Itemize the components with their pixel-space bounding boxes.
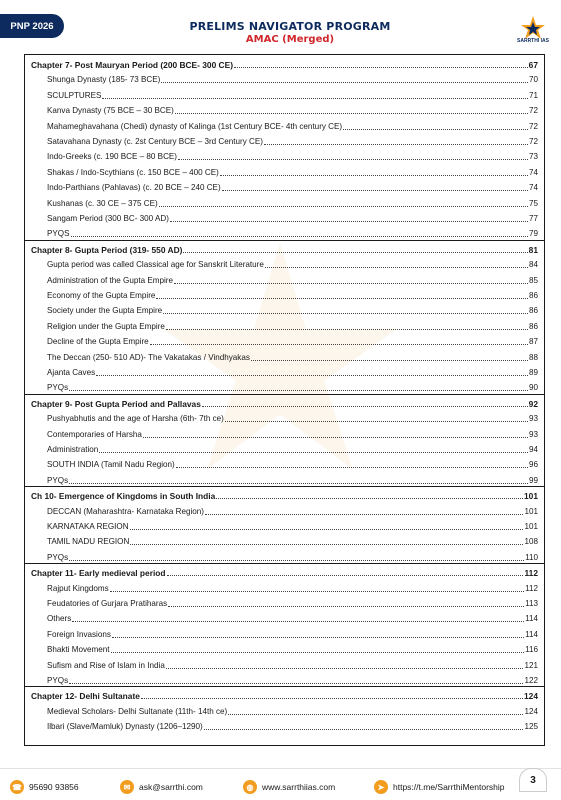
toc-entry-title: Decline of the Gupta Empire xyxy=(47,337,149,347)
toc-section-row[interactable] xyxy=(25,178,544,193)
toc-chapter-row[interactable] xyxy=(25,55,544,70)
toc-section-row[interactable] xyxy=(25,671,544,686)
toc-page-number: 89 xyxy=(528,368,538,377)
toc-page-number: 67 xyxy=(528,60,538,70)
toc-section-row[interactable] xyxy=(25,117,544,132)
toc-section-row[interactable] xyxy=(25,286,544,301)
toc-page-number: 93 xyxy=(528,429,538,439)
toc-page-number: 72 xyxy=(528,121,538,131)
toc-entry-title: The Deccan (250- 510 AD)- The Vakatakas / Vindhyakas xyxy=(47,352,250,362)
program-badge: PNP 2026 xyxy=(0,14,64,38)
toc-section-row[interactable] xyxy=(25,163,544,178)
toc-entry-title: Shunga Dynasty (185- 73 BCE) xyxy=(47,75,161,85)
program-title: PRELIMS NAVIGATOR PROGRAM xyxy=(189,20,391,33)
email-icon: ✉ xyxy=(120,780,134,794)
toc-chapter-row[interactable] xyxy=(25,394,544,409)
toc-page-number: 108 xyxy=(524,537,538,547)
toc-leader-dots xyxy=(204,729,524,730)
toc-page-number: 122 xyxy=(524,676,538,685)
toc-page-number: 90 xyxy=(528,383,538,393)
toc-entry-title: Sangam Period (300 BC- 300 AD) xyxy=(47,214,169,223)
toc-entry-title: Chapter 11- Early medieval period xyxy=(31,568,166,579)
toc-entry-title: Mahameghavahana (Chedi) dynasty of Kalinga (1st Century BCE- 4th century CE) xyxy=(47,121,343,131)
toc-page-number: 114 xyxy=(525,614,538,624)
telegram-icon: ➤ xyxy=(374,780,388,794)
toc-entry-title: Contemporaries of Harsha xyxy=(47,429,142,439)
email-address[interactable]: ask@sarrthi.com xyxy=(139,782,203,792)
toc-leader-dots xyxy=(99,452,528,453)
toc-entry-title: Kanva Dynasty (75 BCE – 30 BCE) xyxy=(47,106,174,116)
phone-number: 95690 93856 xyxy=(29,782,79,792)
toc-entry-title: Pushyabhutis and the age of Harsha (6th- 7th ce) xyxy=(47,414,224,424)
toc-leader-dots xyxy=(175,113,528,114)
toc-entry-title: Chapter 9- Post Gupta Period and Pallavas xyxy=(31,398,201,409)
toc-chapter-row[interactable] xyxy=(25,486,544,501)
toc-entry-title: Foreign Invasions xyxy=(47,629,111,639)
toc-entry-title: Shakas / Indo-Scythians (c. 150 BCE – 400 CE) xyxy=(47,167,219,177)
toc-leader-dots xyxy=(178,159,528,160)
page-number: 3 xyxy=(519,768,547,792)
toc-page-number: 88 xyxy=(528,352,538,362)
toc-page-number: 86 xyxy=(528,321,538,331)
toc-entry-title: Bhakti Movement xyxy=(47,645,110,655)
toc-entry-title: Indo-Greeks (c. 190 BCE – 80 BCE) xyxy=(47,152,178,162)
toc-section-row[interactable] xyxy=(25,409,544,424)
toc-page-number: 96 xyxy=(528,460,538,470)
toc-page-number: 77 xyxy=(528,214,538,223)
toc-page-number: 114 xyxy=(525,629,538,639)
toc-section-row[interactable] xyxy=(25,101,544,116)
toc-page-number: 81 xyxy=(528,244,538,255)
toc-entry-title: Chapter 7- Post Mauryan Period (200 BCE- 300 CE) xyxy=(31,60,233,70)
toc-section-row[interactable] xyxy=(25,271,544,286)
toc-section-row[interactable] xyxy=(25,625,544,640)
toc-chapter-row[interactable] xyxy=(25,686,544,701)
toc-page-number: 85 xyxy=(528,275,538,285)
toc-section-row[interactable] xyxy=(25,86,544,101)
toc-entry-title: Society under the Gupta Empire xyxy=(47,306,163,316)
toc-page-number: 73 xyxy=(528,152,538,162)
toc-leader-dots xyxy=(130,529,524,530)
toc-leader-dots xyxy=(110,591,524,592)
toc-page-number: 86 xyxy=(528,291,538,300)
globe-icon: ◍ xyxy=(243,780,257,794)
toc-section-row[interactable] xyxy=(25,640,544,655)
toc-section-row[interactable] xyxy=(25,363,544,378)
toc-page-number: 124 xyxy=(524,691,538,702)
toc-entry-title: Ilbari (Slave/Mamluk) Dynasty (1206–1290) xyxy=(47,722,203,732)
toc-leader-dots xyxy=(234,67,528,68)
toc-page-number: 86 xyxy=(528,306,538,316)
toc-section-row[interactable] xyxy=(25,348,544,363)
toc-section-row[interactable] xyxy=(25,255,544,270)
website-link[interactable]: www.sarrthiias.com xyxy=(262,782,336,792)
toc-page-number: 110 xyxy=(525,552,538,562)
phone-icon: ☎ xyxy=(10,780,24,794)
toc-section-row[interactable] xyxy=(25,717,544,732)
toc-entry-title: Economy of the Gupta Empire xyxy=(47,291,156,300)
toc-section-row[interactable] xyxy=(25,502,544,517)
toc-page-number: 70 xyxy=(528,75,538,85)
footer-phone xyxy=(10,780,79,794)
toc-entry-title: Administration of the Gupta Empire xyxy=(47,275,173,285)
toc-page-number: 74 xyxy=(528,167,538,177)
footer-telegram[interactable] xyxy=(374,780,505,794)
toc-leader-dots xyxy=(72,621,524,622)
toc-section-row[interactable] xyxy=(25,425,544,440)
toc-section-row[interactable] xyxy=(25,471,544,486)
toc-leader-dots xyxy=(225,421,528,422)
toc-leader-dots xyxy=(170,221,528,222)
toc-leader-dots xyxy=(183,252,527,253)
toc-page-number: 84 xyxy=(528,260,538,270)
footer-email[interactable] xyxy=(120,780,203,794)
toc-section-row[interactable] xyxy=(25,548,544,563)
toc-leader-dots xyxy=(222,190,528,191)
toc-leader-dots xyxy=(167,575,524,576)
toc-page-number: 72 xyxy=(528,106,538,116)
toc-entry-title: Religion under the Gupta Empire xyxy=(47,321,165,331)
footer-website[interactable] xyxy=(243,780,335,794)
toc-entry-title: Chapter 12- Delhi Sultanate xyxy=(31,691,140,702)
toc-entry-title: Medieval Scholars- Delhi Sultanate (11th- 14th ce) xyxy=(47,706,228,716)
toc-leader-dots xyxy=(251,360,528,361)
toc-page-number: 93 xyxy=(528,414,538,424)
program-subtitle: AMAC (Merged) xyxy=(245,34,335,45)
toc-leader-dots xyxy=(265,267,528,268)
toc-section-row[interactable] xyxy=(25,147,544,162)
toc-entry-title: Kushanas (c. 30 CE – 375 CE) xyxy=(47,198,158,208)
toc-page-number: 72 xyxy=(528,137,538,146)
toc-leader-dots xyxy=(228,714,523,715)
toc-page-number: 101 xyxy=(524,491,538,502)
toc-section-row[interactable] xyxy=(25,532,544,547)
toc-leader-dots xyxy=(205,514,523,515)
toc-leader-dots xyxy=(166,329,528,330)
toc-entry-title: Feudatories of Gurjara Pratiharas xyxy=(47,599,168,608)
toc-page-number: 79 xyxy=(528,229,538,239)
toc-page-number: 125 xyxy=(524,722,538,732)
toc-entry-title: SOUTH INDIA (Tamil Nadu Region) xyxy=(47,460,175,470)
toc-page-number: 116 xyxy=(525,645,538,655)
toc-section-row[interactable] xyxy=(25,317,544,332)
toc-page-number: 74 xyxy=(528,183,538,193)
toc-section-row[interactable] xyxy=(25,609,544,624)
toc-leader-dots xyxy=(143,437,528,438)
toc-chapter-row[interactable] xyxy=(25,563,544,578)
toc-page-number: 101 xyxy=(524,506,538,516)
toc-leader-dots xyxy=(112,637,524,638)
toc-leader-dots xyxy=(163,313,528,314)
toc-section-row[interactable] xyxy=(25,594,544,609)
toc-entry-title: Satavahana Dynasty (c. 2st Century BCE – 3rd Century CE) xyxy=(47,137,263,146)
toc-section-row[interactable] xyxy=(25,224,544,239)
toc-leader-dots xyxy=(102,98,528,99)
toc-entry-title: TAMIL NADU REGION xyxy=(47,537,130,547)
toc-chapter-row[interactable] xyxy=(25,240,544,255)
toc-leader-dots xyxy=(141,698,523,699)
toc-leader-dots xyxy=(202,406,528,407)
toc-section-row[interactable] xyxy=(25,517,544,532)
toc-entry-title: Others xyxy=(47,614,72,624)
toc-section-row[interactable] xyxy=(25,440,544,455)
toc-section-row[interactable] xyxy=(25,656,544,671)
page-header xyxy=(150,20,430,45)
toc-leader-dots xyxy=(69,483,528,484)
toc-leader-dots xyxy=(111,652,525,653)
toc-page-number: 94 xyxy=(528,445,538,454)
toc-leader-dots xyxy=(69,560,524,561)
toc-leader-dots xyxy=(96,375,528,376)
toc-leader-dots xyxy=(220,175,528,176)
toc-section-row[interactable] xyxy=(25,194,544,209)
toc-leader-dots xyxy=(264,144,528,145)
toc-page-number: 92 xyxy=(528,398,538,409)
toc-leader-dots xyxy=(161,82,528,83)
toc-entry-title: Chapter 8- Gupta Period (319- 550 AD) xyxy=(31,244,183,255)
footer-divider xyxy=(0,768,561,769)
toc-section-row[interactable] xyxy=(25,209,544,224)
toc-leader-dots xyxy=(130,544,523,545)
toc-entry-title: PYQs xyxy=(47,552,69,562)
toc-leader-dots xyxy=(71,236,528,237)
toc-section-row[interactable] xyxy=(25,301,544,316)
toc-entry-title: PYQs xyxy=(47,676,69,685)
toc-entry-title: Indo-Parthians (Pahlavas) (c. 20 BCE – 240 CE) xyxy=(47,183,221,193)
toc-section-row[interactable] xyxy=(25,332,544,347)
toc-leader-dots xyxy=(168,606,524,607)
toc-page-number: 99 xyxy=(528,475,538,485)
toc-section-row[interactable] xyxy=(25,455,544,470)
toc-section-row[interactable] xyxy=(25,132,544,147)
toc-entry-title: Administration xyxy=(47,445,99,454)
toc-leader-dots xyxy=(343,129,528,130)
logo-text: SARRTHI IAS xyxy=(517,38,549,44)
toc-page-number: 71 xyxy=(528,90,538,100)
toc-leader-dots xyxy=(176,467,528,468)
toc-leader-dots xyxy=(216,498,523,499)
toc-entry-title: Ajanta Caves xyxy=(47,368,96,377)
toc-leader-dots xyxy=(174,283,528,284)
toc-leader-dots xyxy=(159,206,528,207)
telegram-link[interactable]: https://t.me/SarrthiMentorship xyxy=(393,782,505,792)
toc-entry-title: Sufism and Rise of Islam in India xyxy=(47,660,165,670)
toc-leader-dots xyxy=(166,668,524,669)
toc-section-row[interactable] xyxy=(25,579,544,594)
toc-entry-title: PYQs xyxy=(47,383,69,393)
toc-entry-title: Gupta period was called Classical age for Sanskrit Literature xyxy=(47,260,264,270)
table-of-contents xyxy=(24,54,545,746)
toc-entry-title: Rajput Kingdoms xyxy=(47,583,109,593)
toc-page-number: 112 xyxy=(524,568,538,579)
toc-entry-title: PYQs xyxy=(47,475,69,485)
toc-leader-dots xyxy=(150,344,528,345)
toc-page-number: 121 xyxy=(524,660,538,670)
toc-leader-dots xyxy=(156,298,528,299)
toc-page-number: 112 xyxy=(525,583,538,593)
toc-entry-title: SCULPTURES xyxy=(47,90,102,100)
toc-entry-title: DECCAN (Maharashtra- Karnataka Region) xyxy=(47,506,204,516)
toc-page-number: 124 xyxy=(524,706,538,716)
toc-section-row[interactable] xyxy=(25,702,544,717)
toc-entry-title: Ch 10- Emergence of Kingdoms in South India xyxy=(31,491,216,502)
toc-entry-title: PYQS xyxy=(47,229,70,239)
toc-page-number: 75 xyxy=(528,198,538,208)
toc-page-number: 101 xyxy=(524,522,538,531)
toc-entry-title: KARNATAKA REGION xyxy=(47,522,129,531)
page-footer xyxy=(0,774,561,800)
toc-page-number: 113 xyxy=(525,599,538,608)
toc-leader-dots xyxy=(69,683,523,684)
toc-leader-dots xyxy=(69,390,528,391)
toc-page-number: 87 xyxy=(528,337,538,347)
toc-section-row[interactable] xyxy=(25,378,544,393)
toc-section-row[interactable] xyxy=(25,70,544,85)
